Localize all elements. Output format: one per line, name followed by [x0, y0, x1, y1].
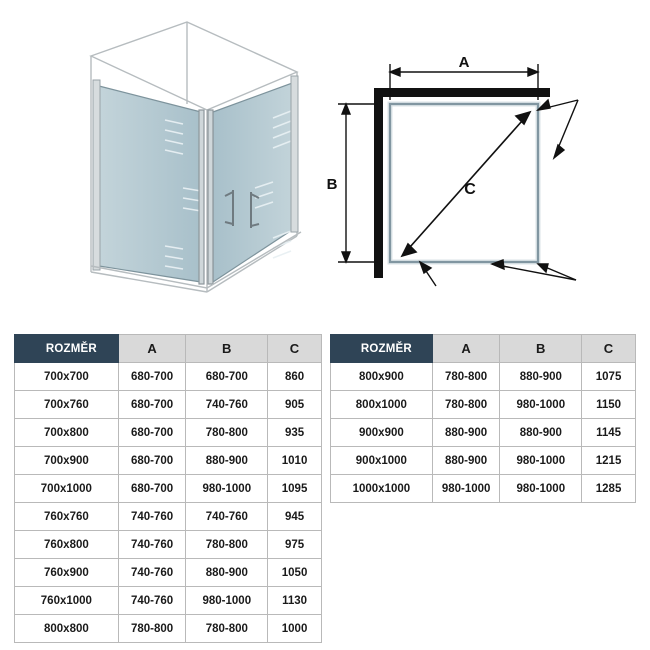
cell-a: 680-700 — [118, 391, 186, 419]
header-b: B — [500, 335, 582, 363]
cell-a: 680-700 — [118, 419, 186, 447]
cell-b: 780-800 — [186, 531, 268, 559]
cell-b: 880-900 — [500, 419, 582, 447]
table-row — [15, 363, 322, 391]
cell-c: 1150 — [582, 391, 636, 419]
header-b: B — [186, 335, 268, 363]
cell-c: 1000 — [268, 615, 322, 643]
table-row — [15, 503, 322, 531]
cell-c: 1075 — [582, 363, 636, 391]
cell-a: 780-800 — [432, 363, 500, 391]
cell-b: 880-900 — [186, 447, 268, 475]
table-row — [331, 475, 636, 503]
cell-a: 740-760 — [118, 587, 186, 615]
cell-c: 1010 — [268, 447, 322, 475]
plan-label-a: A — [458, 54, 470, 71]
cell-b: 980-1000 — [186, 587, 268, 615]
cell-c: 1285 — [582, 475, 636, 503]
cell-b: 980-1000 — [500, 391, 582, 419]
cell-b: 880-900 — [500, 363, 582, 391]
cell-b: 780-800 — [186, 419, 268, 447]
table-header-row — [15, 335, 322, 363]
cell-size: 800x800 — [15, 615, 119, 643]
cell-a: 680-700 — [118, 447, 186, 475]
cell-b: 740-760 — [186, 391, 268, 419]
header-c: C — [268, 335, 322, 363]
cell-c: 1215 — [582, 447, 636, 475]
cell-size: 900x900 — [331, 419, 433, 447]
table-row — [331, 447, 636, 475]
cell-c: 860 — [268, 363, 322, 391]
plan-label-b: B — [326, 176, 338, 193]
table-row — [15, 531, 322, 559]
cell-b: 980-1000 — [186, 475, 268, 503]
table-row — [15, 391, 322, 419]
cell-size: 700x800 — [15, 419, 119, 447]
table-header-row — [331, 335, 636, 363]
cell-b: 680-700 — [186, 363, 268, 391]
cell-size: 760x800 — [15, 531, 119, 559]
cell-b: 980-1000 — [500, 447, 582, 475]
cell-c: 1095 — [268, 475, 322, 503]
cell-c: 1145 — [582, 419, 636, 447]
cell-b: 740-760 — [186, 503, 268, 531]
cell-size: 900x1000 — [331, 447, 433, 475]
cell-size: 760x760 — [15, 503, 119, 531]
cell-c: 905 — [268, 391, 322, 419]
cell-size: 700x700 — [15, 363, 119, 391]
cell-c: 1050 — [268, 559, 322, 587]
table-row — [15, 475, 322, 503]
cell-a: 880-900 — [432, 447, 500, 475]
table-row — [15, 587, 322, 615]
header-rozmer: ROZMĚR — [331, 335, 433, 363]
table-row — [15, 615, 322, 643]
header-a: A — [118, 335, 186, 363]
cell-a: 740-760 — [118, 503, 186, 531]
cell-size: 760x900 — [15, 559, 119, 587]
size-table-right — [330, 334, 636, 503]
cell-b: 980-1000 — [500, 475, 582, 503]
cell-size: 1000x1000 — [331, 475, 433, 503]
cell-size: 760x1000 — [15, 587, 119, 615]
shower-enclosure-3d-view — [55, 10, 355, 310]
cell-a: 740-760 — [118, 559, 186, 587]
cell-c: 935 — [268, 419, 322, 447]
cell-c: 945 — [268, 503, 322, 531]
cell-size: 800x900 — [331, 363, 433, 391]
table-row — [15, 419, 322, 447]
shower-enclosure-plan-view — [320, 50, 630, 310]
cell-size: 700x900 — [15, 447, 119, 475]
header-c: C — [582, 335, 636, 363]
cell-a: 780-800 — [432, 391, 500, 419]
cell-size: 700x760 — [15, 391, 119, 419]
cell-a: 880-900 — [432, 419, 500, 447]
size-table-left — [14, 334, 322, 643]
cell-c: 975 — [268, 531, 322, 559]
cell-a: 740-760 — [118, 531, 186, 559]
cell-a: 980-1000 — [432, 475, 500, 503]
plan-label-c: C — [464, 181, 476, 198]
table-row — [331, 419, 636, 447]
header-a: A — [432, 335, 500, 363]
cell-a: 680-700 — [118, 363, 186, 391]
cell-a: 680-700 — [118, 475, 186, 503]
cell-size: 800x1000 — [331, 391, 433, 419]
cell-c: 1130 — [268, 587, 322, 615]
table-row — [15, 559, 322, 587]
cell-b: 780-800 — [186, 615, 268, 643]
header-rozmer: ROZMĚR — [15, 335, 119, 363]
table-row — [15, 447, 322, 475]
table-row — [331, 363, 636, 391]
cell-a: 780-800 — [118, 615, 186, 643]
table-row — [331, 391, 636, 419]
cell-size: 700x1000 — [15, 475, 119, 503]
cell-b: 880-900 — [186, 559, 268, 587]
